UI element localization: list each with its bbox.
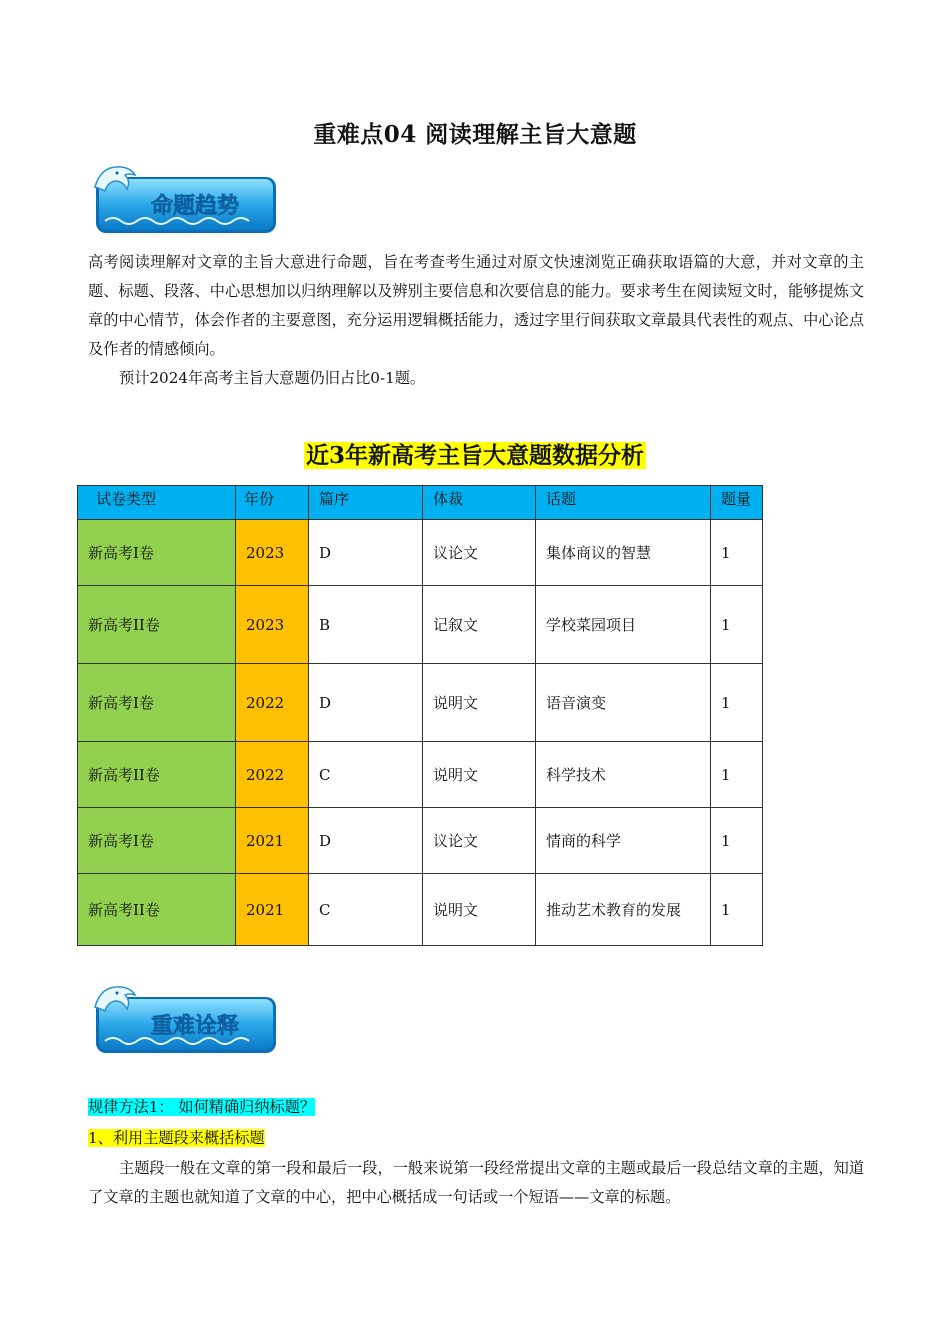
header-cell: 话题	[536, 486, 711, 520]
dolphin-badge-icon	[91, 163, 277, 237]
cell-year: 2022	[236, 664, 309, 742]
cell-type: 新高考I卷	[78, 664, 236, 742]
cell-year: 2021	[236, 874, 309, 946]
cell-order: C	[309, 874, 423, 946]
cell-type: 新高考I卷	[78, 520, 236, 586]
cell-genre: 议论文	[423, 520, 536, 586]
cell-type: 新高考II卷	[78, 742, 236, 808]
method-body: 主题段一般在文章的第一段和最后一段，一般来说第一段经常提出文章的主题或最后一段总结文章的主题，知道了文章的主题也就知道了文章的中心，把中心概括成一句话或一个短语——文章的标题。	[88, 1159, 864, 1206]
dolphin-badge-icon	[91, 983, 277, 1057]
method-subheading: 1、利用主题段来概括标题	[88, 1129, 265, 1147]
cell-topic: 语音演变	[536, 664, 711, 742]
cell-order: C	[309, 742, 423, 808]
header-cell: 试卷类型	[78, 486, 236, 520]
cell-genre: 说明文	[423, 874, 536, 946]
header-cell: 题量	[711, 486, 763, 520]
cell-year: 2023	[236, 520, 309, 586]
header-cell: 年份	[236, 486, 309, 520]
cell-year: 2023	[236, 586, 309, 664]
header-cell: 篇序	[309, 486, 423, 520]
cell-order: D	[309, 808, 423, 874]
table-title: 近3年新高考主旨大意题数据分析	[305, 442, 644, 469]
cell-count: 1	[711, 520, 763, 586]
cell-year: 2022	[236, 742, 309, 808]
cell-order: B	[309, 586, 423, 664]
cell-count: 1	[711, 586, 763, 664]
section-badge-explain	[91, 983, 277, 1057]
cell-count: 1	[711, 874, 763, 946]
cell-count: 1	[711, 742, 763, 808]
cell-genre: 议论文	[423, 808, 536, 874]
data-table	[77, 485, 763, 946]
cell-year: 2021	[236, 808, 309, 874]
badge-label: 命题趋势	[150, 194, 240, 219]
cell-order: D	[309, 520, 423, 586]
table-header-row	[78, 486, 763, 520]
cell-topic: 集体商议的智慧	[536, 520, 711, 586]
cell-order: D	[309, 664, 423, 742]
cell-genre: 说明文	[423, 742, 536, 808]
badge-label: 重难诠释	[150, 1014, 240, 1039]
page-title: 重难点04 阅读理解主旨大意题	[313, 121, 637, 148]
cell-topic: 学校菜园项目	[536, 586, 711, 664]
cell-genre: 记叙文	[423, 586, 536, 664]
cell-type: 新高考II卷	[78, 874, 236, 946]
method-heading: 规律方法1： 如何精确归纳标题？	[88, 1098, 316, 1116]
cell-topic: 情商的科学	[536, 808, 711, 874]
cell-topic: 推动艺术教育的发展	[536, 874, 711, 946]
table-row	[78, 664, 763, 742]
section-badge-trend	[91, 163, 277, 237]
cell-type: 新高考II卷	[78, 586, 236, 664]
table-row	[78, 520, 763, 586]
table-row	[78, 808, 763, 874]
cell-count: 1	[711, 808, 763, 874]
cell-topic: 科学技术	[536, 742, 711, 808]
cell-genre: 说明文	[423, 664, 536, 742]
forecast-paragraph: 预计2024年高考主旨大意题仍旧占比0-1题。	[119, 369, 426, 387]
intro-paragraph: 高考阅读理解对文章的主旨大意进行命题，旨在考查考生通过对原文快速浏览正确获取语篇的大意，并对文章的主题、标题、段落、中心思想加以归纳理解以及辨别主要信息和次要信息的能力。要求考生在阅读短文时，能够提炼文章的中心情节，体会作者的主要意图，充分运用逻辑概括能力，透过字里行间获取文章最具代表性的观点、中心论点及作者的情感倾向。	[88, 253, 864, 358]
table-row	[78, 742, 763, 808]
table-row	[78, 586, 763, 664]
table-row	[78, 874, 763, 946]
header-cell: 体裁	[423, 486, 536, 520]
cell-type: 新高考I卷	[78, 808, 236, 874]
cell-count: 1	[711, 664, 763, 742]
